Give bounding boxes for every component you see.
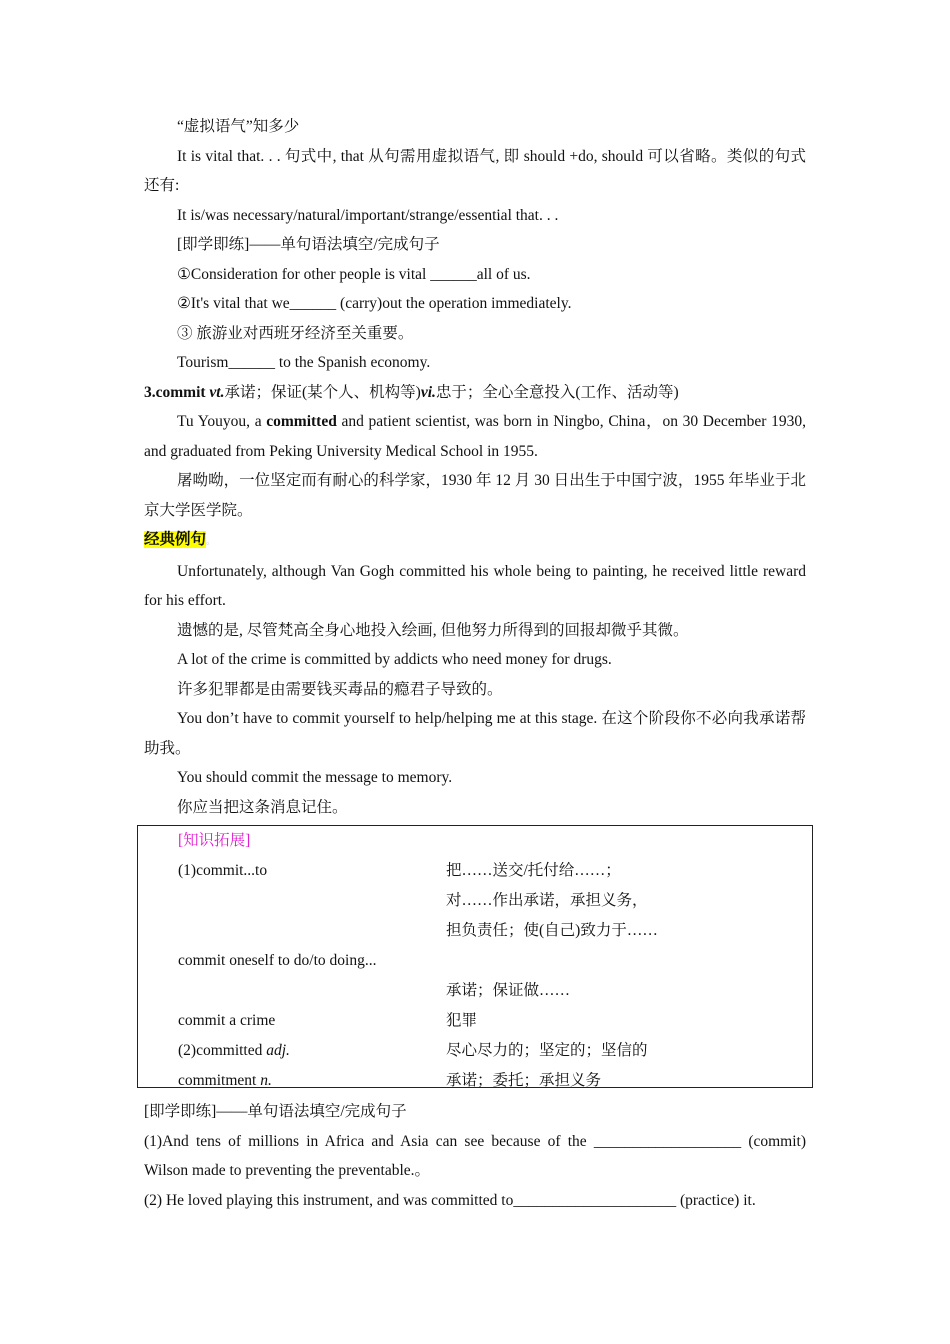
- classic-s4-zh: 你应当把这条消息记住。: [177, 798, 348, 816]
- box-row: [178, 856, 808, 886]
- classic-s3: You don’t have to commit yourself to help/helping me at this stage. 在这个阶段你不必向我承诺帮助我。: [144, 710, 806, 757]
- box-row-right: 担负责任；使(自己)致力于……: [446, 922, 658, 939]
- box-row: [178, 1066, 808, 1096]
- box-row-left-pos: n.: [260, 1072, 272, 1089]
- box-row-left: [178, 1066, 272, 1096]
- box-row-left-text: commitment: [178, 1072, 261, 1089]
- box-row-left-pos: adj.: [266, 1042, 290, 1059]
- example-main-en: [144, 407, 806, 466]
- box-row-left: commit oneself to do/to doing...: [178, 952, 377, 969]
- classic-s2-zh: 许多犯罪都是由需要钱买毒品的瘾君子导致的。: [177, 680, 503, 698]
- box-row: [178, 946, 808, 976]
- entry-pos1: vt.: [209, 383, 225, 401]
- practice-heading: [即学即练]——单句语法填空/完成句子: [177, 236, 440, 253]
- knowledge-box: [137, 825, 813, 1088]
- classic-mark: 。: [206, 536, 216, 546]
- classic-s1-en: Unfortunately, although Van Gogh committed his whole being to painting, he received little reward for his effort.: [144, 562, 806, 609]
- box-row: [178, 916, 808, 946]
- box-row-left: [178, 1036, 290, 1066]
- box-row: [178, 886, 808, 916]
- box-row-right: 对……作出承诺，承担义务，: [446, 892, 648, 909]
- intro-title: “虚拟语气”知多少: [177, 118, 300, 135]
- exercise-heading: [即学即练]——单句语法填空/完成句子: [144, 1103, 407, 1120]
- example-main-en-part: Tu Youyou, a: [177, 413, 267, 430]
- exercise-q2: (2) He loved playing this instrument, and was committed to_____________________ (practice) it.: [144, 1191, 756, 1209]
- box-row-right: 犯罪: [446, 1012, 478, 1029]
- box-heading-row: [178, 826, 808, 856]
- classic-s2-en: A lot of the crime is committed by addicts who need money for drugs.: [177, 651, 612, 668]
- classic-label: 经典例句: [144, 531, 207, 548]
- classic-s1-zh: 遗憾的是, 尽管梵高全身心地投入绘画, 但他努力所得到的回报却微乎其微。: [177, 621, 689, 639]
- box-row-left: (1)commit...to: [178, 862, 268, 879]
- entry-def2: 忠于；全心全意投入(工作、活动等): [435, 383, 679, 401]
- main-content: [144, 112, 806, 822]
- box-row-right: 把……送交/托付给……；: [446, 862, 621, 879]
- box-row: [178, 1036, 808, 1066]
- box-row-right: 承诺；委托；承担义务: [446, 1072, 602, 1089]
- box-row: [178, 1006, 808, 1036]
- practice-q3: ③ 旅游业对西班牙经济至关重要。: [177, 324, 414, 342]
- exercise-section: [144, 1097, 806, 1215]
- entry-word: 3.commit: [144, 383, 206, 401]
- example-main-zh: 屠呦呦，一位坚定而有耐心的科学家，1930 年 12 月 30 日出生于中国宁波，1955 年毕业于北京大学医学院。: [144, 472, 806, 519]
- entry-pos2: vi.: [420, 383, 436, 401]
- classic-label-line: [144, 525, 806, 557]
- box-row-left: commit a crime: [178, 1012, 276, 1029]
- intro-line2: It is/was necessary/natural/important/strange/essential that. . .: [177, 206, 559, 224]
- exercise-q1: (1)And tens of millions in Africa and Asia can see because of the ___________________ (commit) Wilson made to preventing the preventable.。: [144, 1132, 806, 1179]
- example-main-en-part: and patient scientist, was born in Ningbo, China，on 30 December 1930, and graduated from Peking University Medical School in 1955.: [144, 413, 806, 460]
- practice-q2: ②It's vital that we______ (carry)out the operation immediately.: [177, 295, 572, 312]
- box-row-left-text: (2)committed: [178, 1042, 267, 1059]
- box-row: [178, 976, 808, 1006]
- practice-q3-answer: Tourism______ to the Spanish economy.: [177, 354, 431, 371]
- entry-heading: [144, 378, 806, 408]
- box-row-right: 尽心尽力的；坚定的；坚信的: [446, 1042, 648, 1059]
- classic-s4-en: You should commit the message to memory.: [177, 769, 453, 786]
- box-heading: [知识拓展]: [178, 832, 251, 849]
- intro-line1: It is vital that. . . 句式中, that 从句需用虚拟语气, 即 should +do, should 可以省略。类似的句式还有:: [144, 147, 806, 194]
- box-row-right: 承诺；保证做……: [446, 982, 571, 999]
- example-main-bold: committed: [266, 413, 337, 430]
- practice-q1: ①Consideration for other people is vital ______all of us.: [177, 265, 531, 283]
- entry-def1: 承诺；保证(某个人、机构等): [224, 383, 421, 401]
